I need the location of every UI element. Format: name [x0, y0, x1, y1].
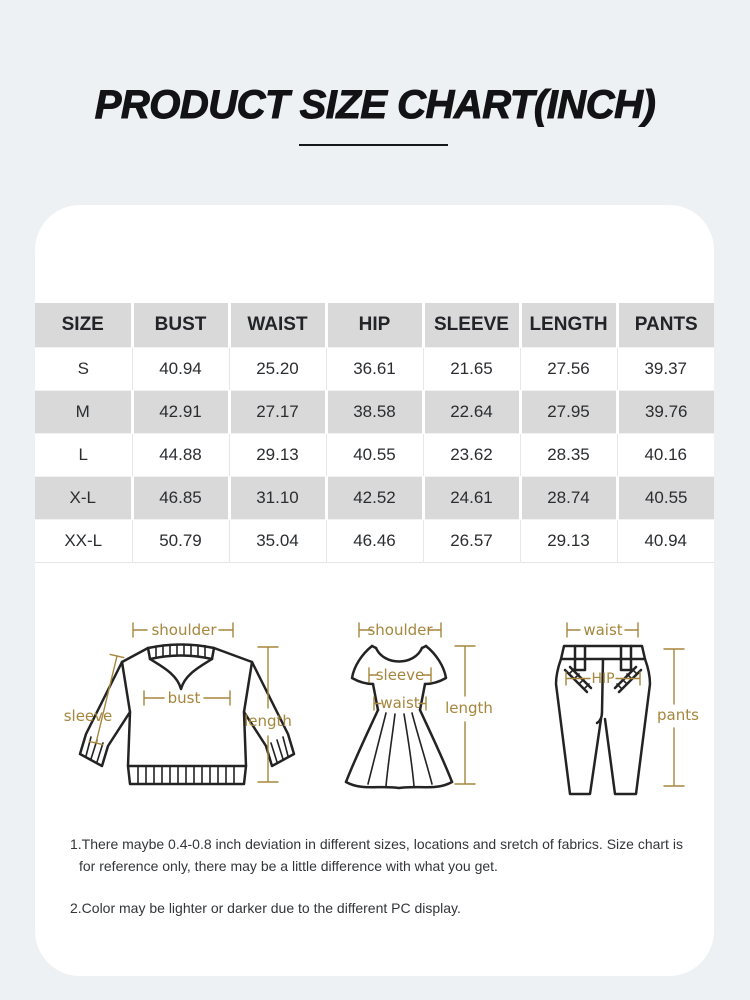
table-row-l	[35, 434, 714, 477]
col-header-bust: BUST	[132, 303, 229, 348]
col-header-waist: WAIST	[229, 303, 326, 348]
pants-outline	[556, 646, 650, 794]
cell-xl-waist: 31.10	[229, 477, 326, 520]
note-color: 2.Color may be lighter or darker due to the different PC display.	[70, 900, 461, 917]
dress-length-label: length	[445, 699, 493, 717]
cell-xxl-hip: 46.46	[326, 520, 423, 563]
cell-xl-hip: 42.52	[326, 477, 423, 520]
cell-m-hip: 38.58	[326, 391, 423, 434]
cell-xxl-waist: 35.04	[229, 520, 326, 563]
cell-s-hip: 36.61	[326, 348, 423, 391]
pants-dimension-lines	[566, 623, 684, 786]
cell-xl-pants: 40.55	[617, 477, 714, 520]
table-row-m	[35, 391, 714, 434]
cell-xxl-pants: 40.94	[617, 520, 714, 563]
header-row	[35, 303, 714, 348]
cell-l-bust: 44.88	[132, 434, 229, 477]
cell-xl-length: 28.74	[520, 477, 617, 520]
cell-l-length: 28.35	[520, 434, 617, 477]
cell-s-waist: 25.20	[229, 348, 326, 391]
pants-hip-label: HIP	[591, 671, 615, 687]
table-row-s	[35, 348, 714, 391]
table-row-xl	[35, 477, 714, 520]
note-deviation: 1.There maybe 0.4-0.8 inch deviation in different sizes, locations and sretch of fabrics. Size chart is for reference only, there may be a little difference with what you get.	[70, 836, 683, 874]
pants-waist-label: waist	[583, 621, 623, 639]
cell-s-pants: 39.37	[617, 348, 714, 391]
cell-l-hip: 40.55	[326, 434, 423, 477]
cell-l-sleeve: 23.62	[423, 434, 520, 477]
table-row-xxl	[35, 520, 714, 563]
cell-l-waist: 29.13	[229, 434, 326, 477]
size-table	[35, 303, 714, 563]
cell-m-sleeve: 22.64	[423, 391, 520, 434]
notes-section	[70, 834, 692, 920]
col-header-length: LENGTH	[520, 303, 617, 348]
cell-m-length: 27.95	[520, 391, 617, 434]
cell-xl-size: X-L	[35, 477, 132, 520]
dress-shoulder-label: shoulder	[367, 621, 433, 639]
sweater-bust-label: bust	[167, 689, 201, 707]
cell-xxl-size: XX-L	[35, 520, 132, 563]
col-header-sleeve: SLEEVE	[423, 303, 520, 348]
pants-pants-label: pants	[657, 706, 699, 724]
page-title: PRODUCT SIZE CHART(INCH)	[94, 83, 656, 127]
dress-fold-lines	[368, 713, 432, 786]
cell-m-bust: 42.91	[132, 391, 229, 434]
cell-xxl-length: 29.13	[520, 520, 617, 563]
cell-s-size: S	[35, 348, 132, 391]
cell-l-size: L	[35, 434, 132, 477]
cell-xl-bust: 46.85	[132, 477, 229, 520]
sweater-length-label: length	[244, 712, 292, 730]
pants-diagram	[528, 616, 712, 808]
sweater-shoulder-label: shoulder	[151, 621, 217, 639]
col-header-size: SIZE	[35, 303, 132, 348]
cell-m-pants: 39.76	[617, 391, 714, 434]
col-header-hip: HIP	[326, 303, 423, 348]
col-header-pants: PANTS	[617, 303, 714, 348]
title-underline	[299, 144, 448, 146]
cell-xxl-bust: 50.79	[132, 520, 229, 563]
cell-l-pants: 40.16	[617, 434, 714, 477]
cell-s-bust: 40.94	[132, 348, 229, 391]
cell-s-length: 27.56	[520, 348, 617, 391]
dress-waist-label: waist	[380, 694, 420, 712]
cell-s-sleeve: 21.65	[423, 348, 520, 391]
dress-sleeve-label: sleeve	[375, 666, 425, 684]
cell-m-waist: 27.17	[229, 391, 326, 434]
cell-xl-sleeve: 24.61	[423, 477, 520, 520]
sweater-diagram	[60, 616, 302, 808]
sweater-sleeve-label: sleeve	[63, 707, 113, 725]
cell-xxl-sleeve: 26.57	[423, 520, 520, 563]
cell-m-size: M	[35, 391, 132, 434]
dress-diagram	[316, 616, 516, 808]
